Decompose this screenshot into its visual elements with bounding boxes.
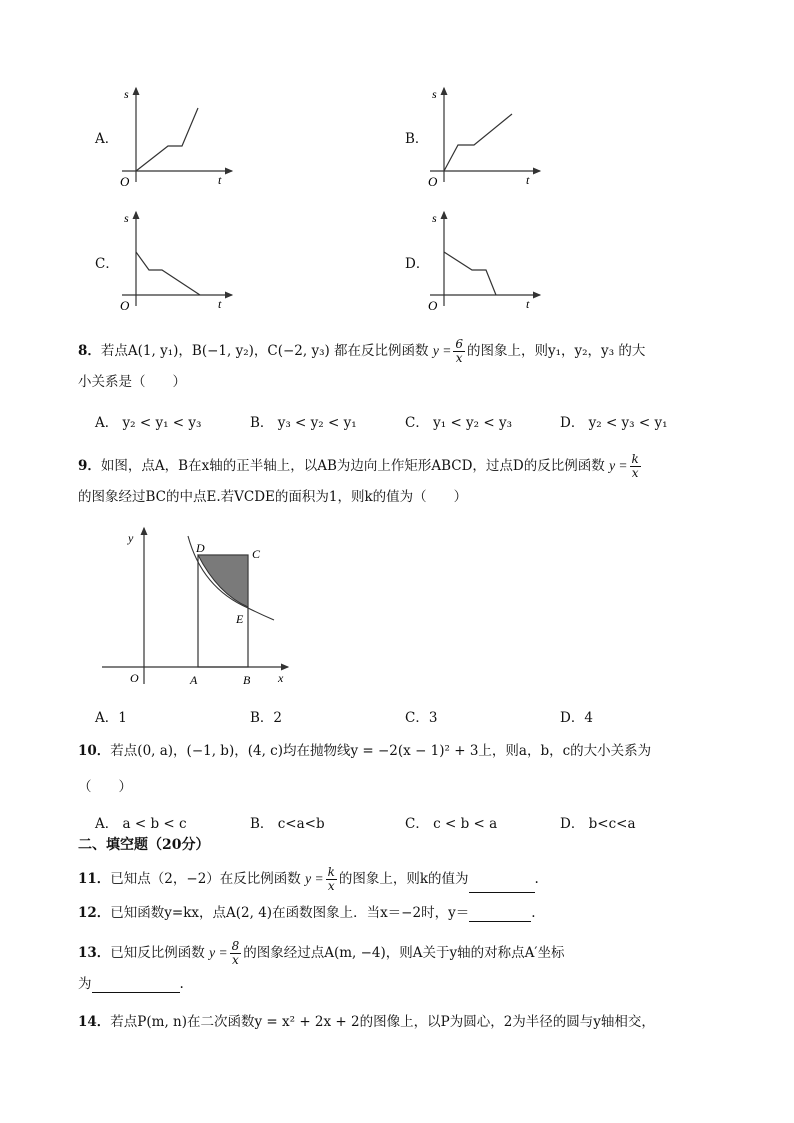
point-b-label: B bbox=[243, 673, 251, 687]
q13-stem bbox=[78, 940, 564, 967]
q14-number: 14． bbox=[78, 1014, 111, 1030]
q13-func-lhs: y = bbox=[209, 945, 228, 960]
origin-label: O bbox=[428, 174, 438, 189]
point-a-label: A bbox=[190, 673, 198, 687]
s-axis-label: s bbox=[124, 211, 129, 225]
q11-fraction-numerator: k bbox=[327, 865, 335, 879]
q7-graph-d bbox=[420, 206, 550, 316]
q13-number: 13． bbox=[78, 945, 111, 961]
section-heading: 二、填空题（20分） bbox=[78, 837, 210, 853]
q8-line2: 小关系是（ ） bbox=[78, 374, 186, 390]
q7-graph-a bbox=[112, 82, 242, 192]
q9-option-d[interactable]: D．4 bbox=[560, 710, 593, 726]
q8-fraction bbox=[453, 338, 465, 365]
x-axis-label: x bbox=[278, 671, 284, 685]
q10-stem bbox=[78, 742, 651, 760]
q7-graph-b bbox=[420, 82, 550, 192]
q7-option-a-label: A． bbox=[95, 131, 119, 147]
q8-line1-tail: 的图象上，则y₁，y₂，y₃ 的大 bbox=[466, 343, 646, 359]
q8-option-a[interactable]: A． y₂ < y₁ < y₃ bbox=[95, 415, 202, 431]
q7-d-line bbox=[444, 252, 496, 295]
q9-func-lhs: y = bbox=[609, 458, 628, 473]
q13-line2 bbox=[78, 975, 184, 993]
origin-label: O bbox=[130, 671, 139, 685]
q8-line1: 若点A(1, y₁)，B(−1, y₂)，C(−2, y₃) 都在反比例函数 bbox=[100, 343, 429, 359]
q8-option-c[interactable]: C． y₁ < y₂ < y₃ bbox=[405, 415, 513, 431]
q12-text: 已知函数y=kx，点A(2, 4)在函数图象上．当x＝−2时，y＝ bbox=[110, 905, 470, 921]
q9-stem bbox=[78, 453, 643, 480]
origin-label: O bbox=[120, 298, 130, 313]
q10-option-c[interactable]: C． c < b < a bbox=[405, 816, 498, 832]
y-axis-label: y bbox=[128, 531, 134, 545]
q12-answer-blank[interactable] bbox=[469, 907, 531, 922]
q8-option-b[interactable]: B． y₃ < y₂ < y₁ bbox=[250, 415, 357, 431]
point-c-label: C bbox=[252, 547, 261, 561]
s-axis-label: s bbox=[124, 87, 129, 101]
q10-option-b[interactable]: B． c<a<b bbox=[250, 816, 325, 832]
q13-fraction-numerator: 8 bbox=[231, 939, 240, 953]
q12-stem bbox=[78, 904, 536, 922]
q7-option-d-label: D． bbox=[405, 256, 430, 272]
q13-answer-blank[interactable] bbox=[92, 978, 180, 993]
q10-line1: 若点(0, a)，(−1, b)，(4, c)均在抛物线y = −2(x − 1)² + 3上，则a，b，c的大小关系为 bbox=[110, 743, 652, 759]
q11-fraction bbox=[326, 866, 337, 893]
q7-option-c-label: C． bbox=[95, 256, 119, 272]
q13-fraction bbox=[230, 940, 242, 967]
q13-end: . bbox=[179, 976, 184, 992]
q11-post: 的图象上，则k的值为 bbox=[338, 871, 469, 887]
q10-option-a[interactable]: A． a < b < c bbox=[95, 816, 187, 832]
q9-fraction-numerator: k bbox=[631, 452, 639, 466]
q10-option-d[interactable]: D． b<c<a bbox=[560, 816, 636, 832]
s-axis-label: s bbox=[432, 87, 437, 101]
q9-line2: 的图象经过BC的中点E.若VCDE的面积为1，则k的值为（ ） bbox=[78, 489, 468, 505]
t-axis-label: t bbox=[218, 297, 222, 311]
t-axis-label: t bbox=[218, 173, 222, 187]
q11-stem bbox=[78, 866, 539, 893]
q10-line2: （ ） bbox=[78, 779, 132, 795]
q7-option-b-label: B． bbox=[405, 131, 429, 147]
q9-number: 9． bbox=[78, 458, 101, 474]
q11-func-lhs: y = bbox=[305, 871, 324, 886]
q8-fraction-denominator: x bbox=[455, 351, 463, 365]
q11-number: 11． bbox=[78, 871, 111, 887]
q9-line1: 如图，点A，B在x轴的正半轴上，以AB为边向上作矩形ABCD，过点D的反比例函数 bbox=[100, 458, 605, 474]
origin-label: O bbox=[120, 174, 130, 189]
origin-label: O bbox=[428, 298, 438, 313]
q7-graph-c bbox=[112, 206, 242, 316]
q9-option-a[interactable]: A．1 bbox=[95, 710, 127, 726]
q13-fraction-denominator: x bbox=[232, 953, 239, 967]
shaded-triangle-cde bbox=[198, 555, 248, 607]
q14-text: 若点P(m, n)在二次函数y = x² + 2x + 2的图像上，以P为圆心，2为半径的圆与y轴相交， bbox=[110, 1014, 655, 1030]
s-axis-label: s bbox=[432, 211, 437, 225]
q9-fraction-denominator: x bbox=[631, 466, 639, 480]
t-axis-label: t bbox=[526, 173, 530, 187]
q9-option-c[interactable]: C．3 bbox=[405, 710, 438, 726]
q11-end: . bbox=[534, 871, 539, 887]
t-axis-label: t bbox=[526, 297, 530, 311]
q8-number: 8． bbox=[78, 343, 101, 359]
q9-option-b[interactable]: B．2 bbox=[250, 710, 283, 726]
q11-answer-blank[interactable] bbox=[469, 878, 535, 893]
q8-func-lhs: y = bbox=[432, 343, 452, 358]
q7-a-line bbox=[136, 108, 198, 171]
q13-post: 的图象经过点A(m, −4)，则A关于y轴的对称点A′坐标 bbox=[243, 945, 565, 961]
q13-line2-text: 为 bbox=[78, 976, 92, 992]
q7-b-line bbox=[444, 114, 512, 171]
q13-pre: 已知反比例函数 bbox=[110, 945, 205, 961]
q14-stem bbox=[78, 1013, 655, 1031]
q12-end: . bbox=[531, 905, 536, 921]
point-e-label: E bbox=[236, 612, 244, 626]
q10-number: 10． bbox=[78, 743, 111, 759]
q8-option-d[interactable]: D． y₂ < y₃ < y₁ bbox=[560, 415, 668, 431]
q12-number: 12． bbox=[78, 905, 111, 921]
q11-pre: 已知点（2，−2）在反比例函数 bbox=[110, 871, 301, 887]
point-d-label: D bbox=[196, 541, 205, 555]
q8-fraction-numerator: 6 bbox=[455, 337, 463, 351]
q9-fraction bbox=[630, 453, 641, 480]
q9-figure bbox=[98, 522, 298, 694]
q7-c-line bbox=[136, 252, 200, 295]
q11-fraction-denominator: x bbox=[327, 879, 335, 893]
q8-stem bbox=[78, 338, 645, 365]
